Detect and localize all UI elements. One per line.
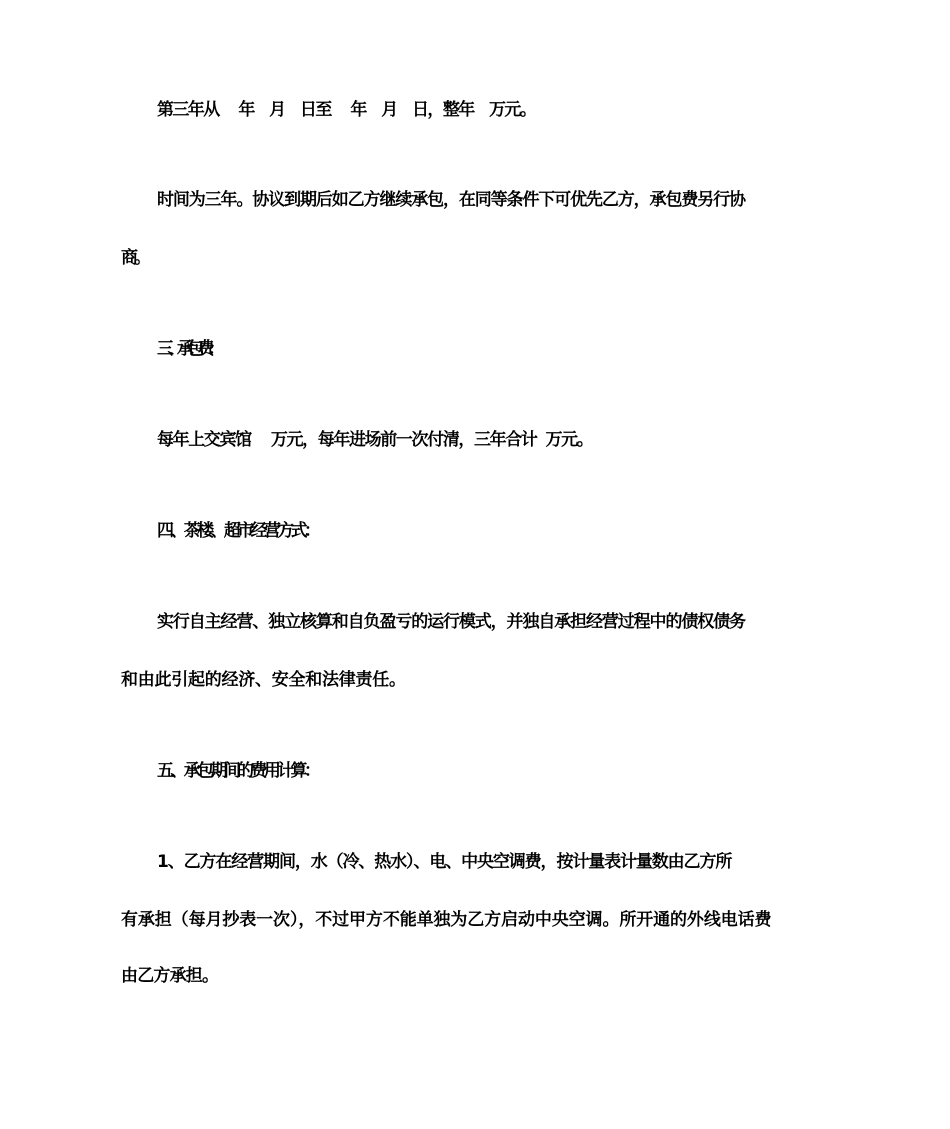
paragraph-term-line-1: 时间为三年。协议到期后如乙方继续承包，在同等条件下可优先乙方，承包费另行协: [157, 190, 745, 210]
paragraph-operation-line-1: 实行自主经营、独立核算和自负盈亏的运行模式，并独自承担经营过程中的债权债务: [157, 612, 745, 632]
paragraph-costs-line-3: 由乙方承担。: [121, 966, 219, 986]
heading-section-4: 四、茶楼、超市经营方式：: [157, 521, 318, 541]
paragraph-costs-line-1: 1、乙方在经营期间，水（冷、热水）、电、中央空调费，按计量表计量数由乙方所: [157, 852, 732, 872]
paragraph-fee: 每年上交宾馆 万元，每年进场前一次付清，三年合计 万元。: [157, 430, 593, 450]
paragraph-third-year: 第三年从 年 月 日至 年 月 日，整年 万元。: [157, 100, 536, 120]
paragraph-operation-line-2: 和由此引起的经济、安全和法律责任。: [121, 670, 406, 690]
paragraph-term-line-2: 商。: [121, 248, 147, 268]
heading-section-3: 三、 承包费：: [157, 339, 219, 359]
paragraph-costs-line-2: 有承担（每月抄表一次），不过甲方不能单独为乙方启动中央空调。所开通的外线电话费: [121, 910, 772, 930]
heading-section-5: 五、承包期间的费用计算：: [157, 761, 318, 781]
